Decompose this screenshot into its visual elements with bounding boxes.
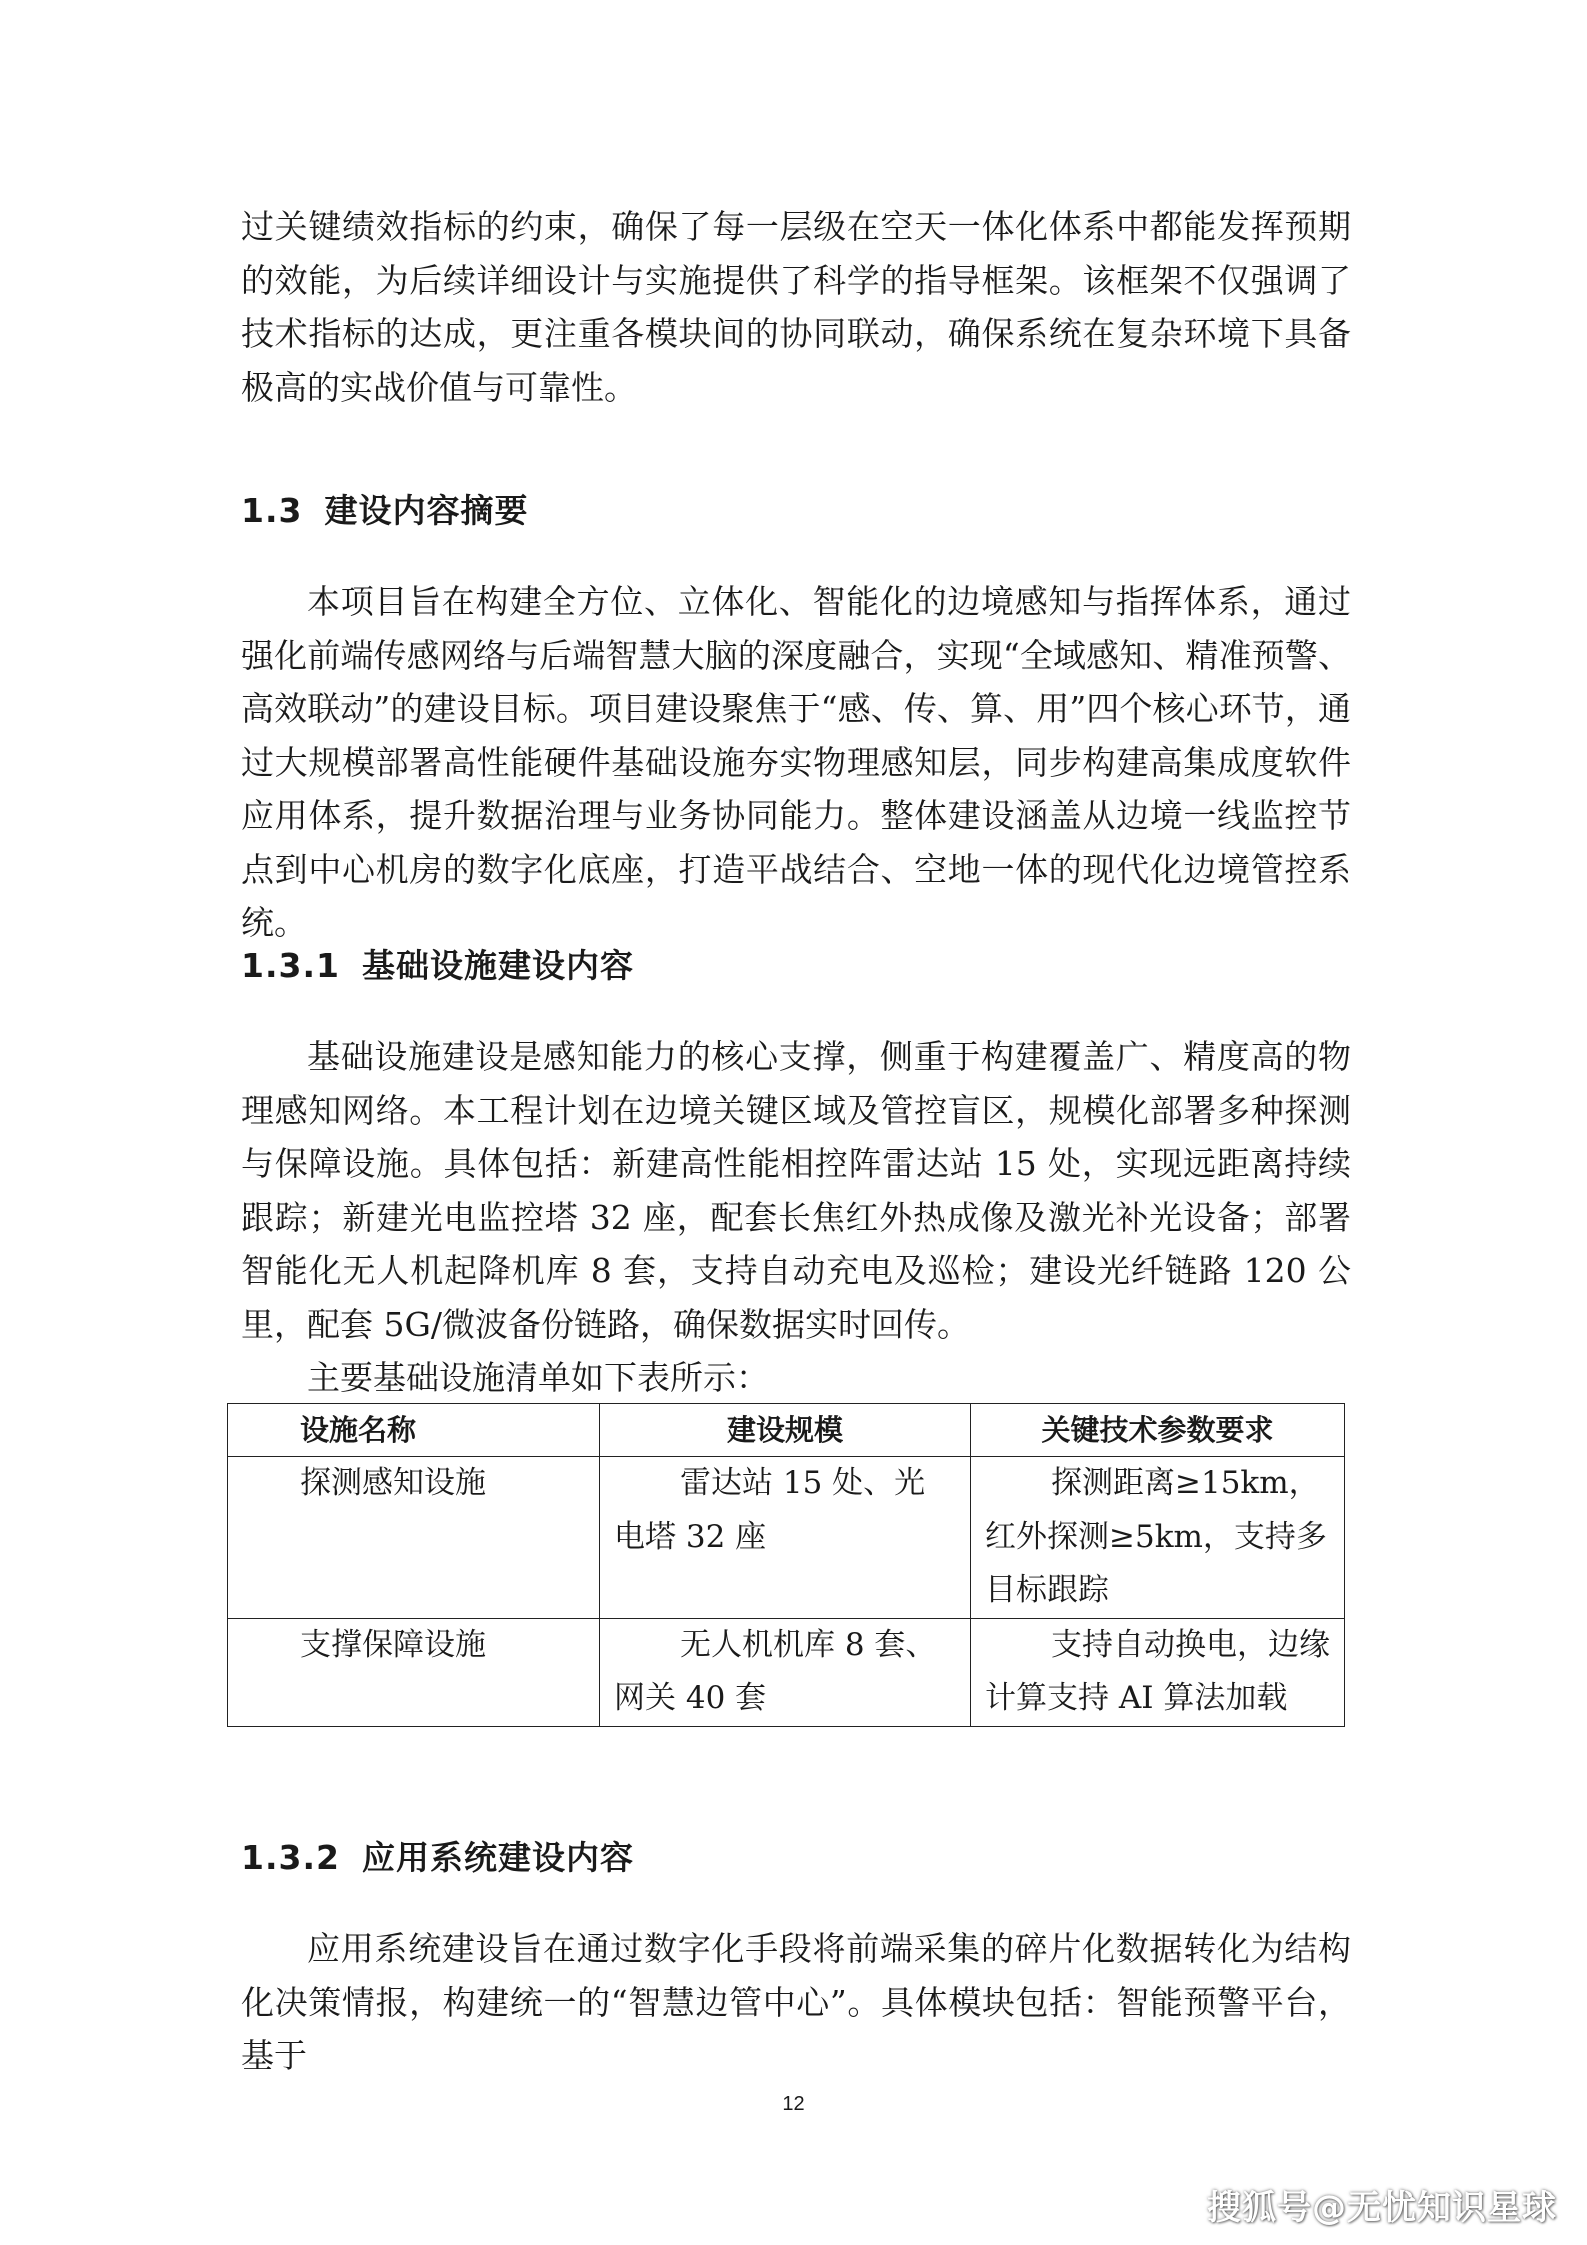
section-number: 1.3.1: [241, 946, 340, 985]
section-1-3-paragraph: 本项目旨在构建全方位、立体化、智能化的边境感知与指挥体系，通过强化前端传感网络与后端智慧大脑的深度融合，实现“全域感知、精准预警、高效联动”的建设目标。项目建设聚焦于“感、传、算、用”四个核心环节，通过大规模部署高性能硬件基础设施夯实物理感知层，同步构建高集成度软件应用体系，提升数据治理与业务协同能力。整体建设涵盖从边境一线监控节点到中心机房的数字化底座，打造平战结合、空地一体的现代化边境管控系统。: [241, 582, 1351, 942]
facilities-table-wrapper: [227, 1403, 1344, 1727]
page-number: 12: [782, 2093, 805, 2115]
table-cell: 支持自动换电，边缘计算支持 AI 算法加载: [971, 1618, 1345, 1726]
table-header-cell: 关键技术参数要求: [971, 1404, 1345, 1457]
intro-paragraph: 过关键绩效指标的约束，确保了每一层级在空天一体化体系中都能发挥预期的效能，为后续详细设计与实施提供了科学的指导框架。该框架不仅强调了技术指标的达成，更注重各模块间的协同联动，确保系统在复杂环境下具备极高的实战价值与可靠性。: [241, 207, 1351, 407]
section-title: 基础设施建设内容: [361, 946, 634, 985]
table-cell: 探测距离≥15km，红外探测≥5km，支持多目标跟踪: [971, 1457, 1345, 1619]
table-intro: 主要基础设施清单如下表所示：: [307, 1358, 769, 1397]
table-cell: 无人机机库 8 套、网关 40 套: [600, 1618, 971, 1726]
section-title: 应用系统建设内容: [361, 1838, 634, 1877]
table-cell: 雷达站 15 处、光电塔 32 座: [600, 1457, 971, 1619]
table-header-row: [228, 1404, 1345, 1457]
table-cell: 探测感知设施: [228, 1457, 600, 1619]
table-row: [228, 1618, 1345, 1726]
watermark-text: 搜狐号@无忧知识星球: [1207, 2188, 1557, 2228]
section-title: 建设内容摘要: [324, 491, 529, 530]
table-header-cell: 建设规模: [600, 1404, 971, 1457]
section-heading-1-3-2: [241, 1838, 634, 1878]
section-1-3-1-paragraph: 基础设施建设是感知能力的核心支撑，侧重于构建覆盖广、精度高的物理感知网络。本工程计划在边境关键区域及管控盲区，规模化部署多种探测与保障设施。具体包括：新建高性能相控阵雷达站 15 处，实现远距离持续跟踪；新建光电监控塔 32 座，配套长焦红外热成像及激光补光设备；部署智能化无人机起降机库 8 套，支持自动充电及巡检；建设光纤链路 120 公里，配套 5G/微波备份链路，确保数据实时回传。: [241, 1037, 1351, 1344]
facilities-table: [227, 1403, 1345, 1727]
section-heading-1-3: [241, 491, 528, 531]
section-number: 1.3.2: [241, 1838, 340, 1877]
section-number: 1.3: [241, 491, 303, 530]
table-header-cell: 设施名称: [228, 1404, 600, 1457]
table-row: [228, 1457, 1345, 1619]
section-heading-1-3-1: [241, 946, 634, 986]
table-cell: 支撑保障设施: [228, 1618, 600, 1726]
section-1-3-2-paragraph: 应用系统建设旨在通过数字化手段将前端采集的碎片化数据转化为结构化决策情报，构建统一的“智慧边管中心”。具体模块包括：智能预警平台，基于: [241, 1929, 1351, 2075]
